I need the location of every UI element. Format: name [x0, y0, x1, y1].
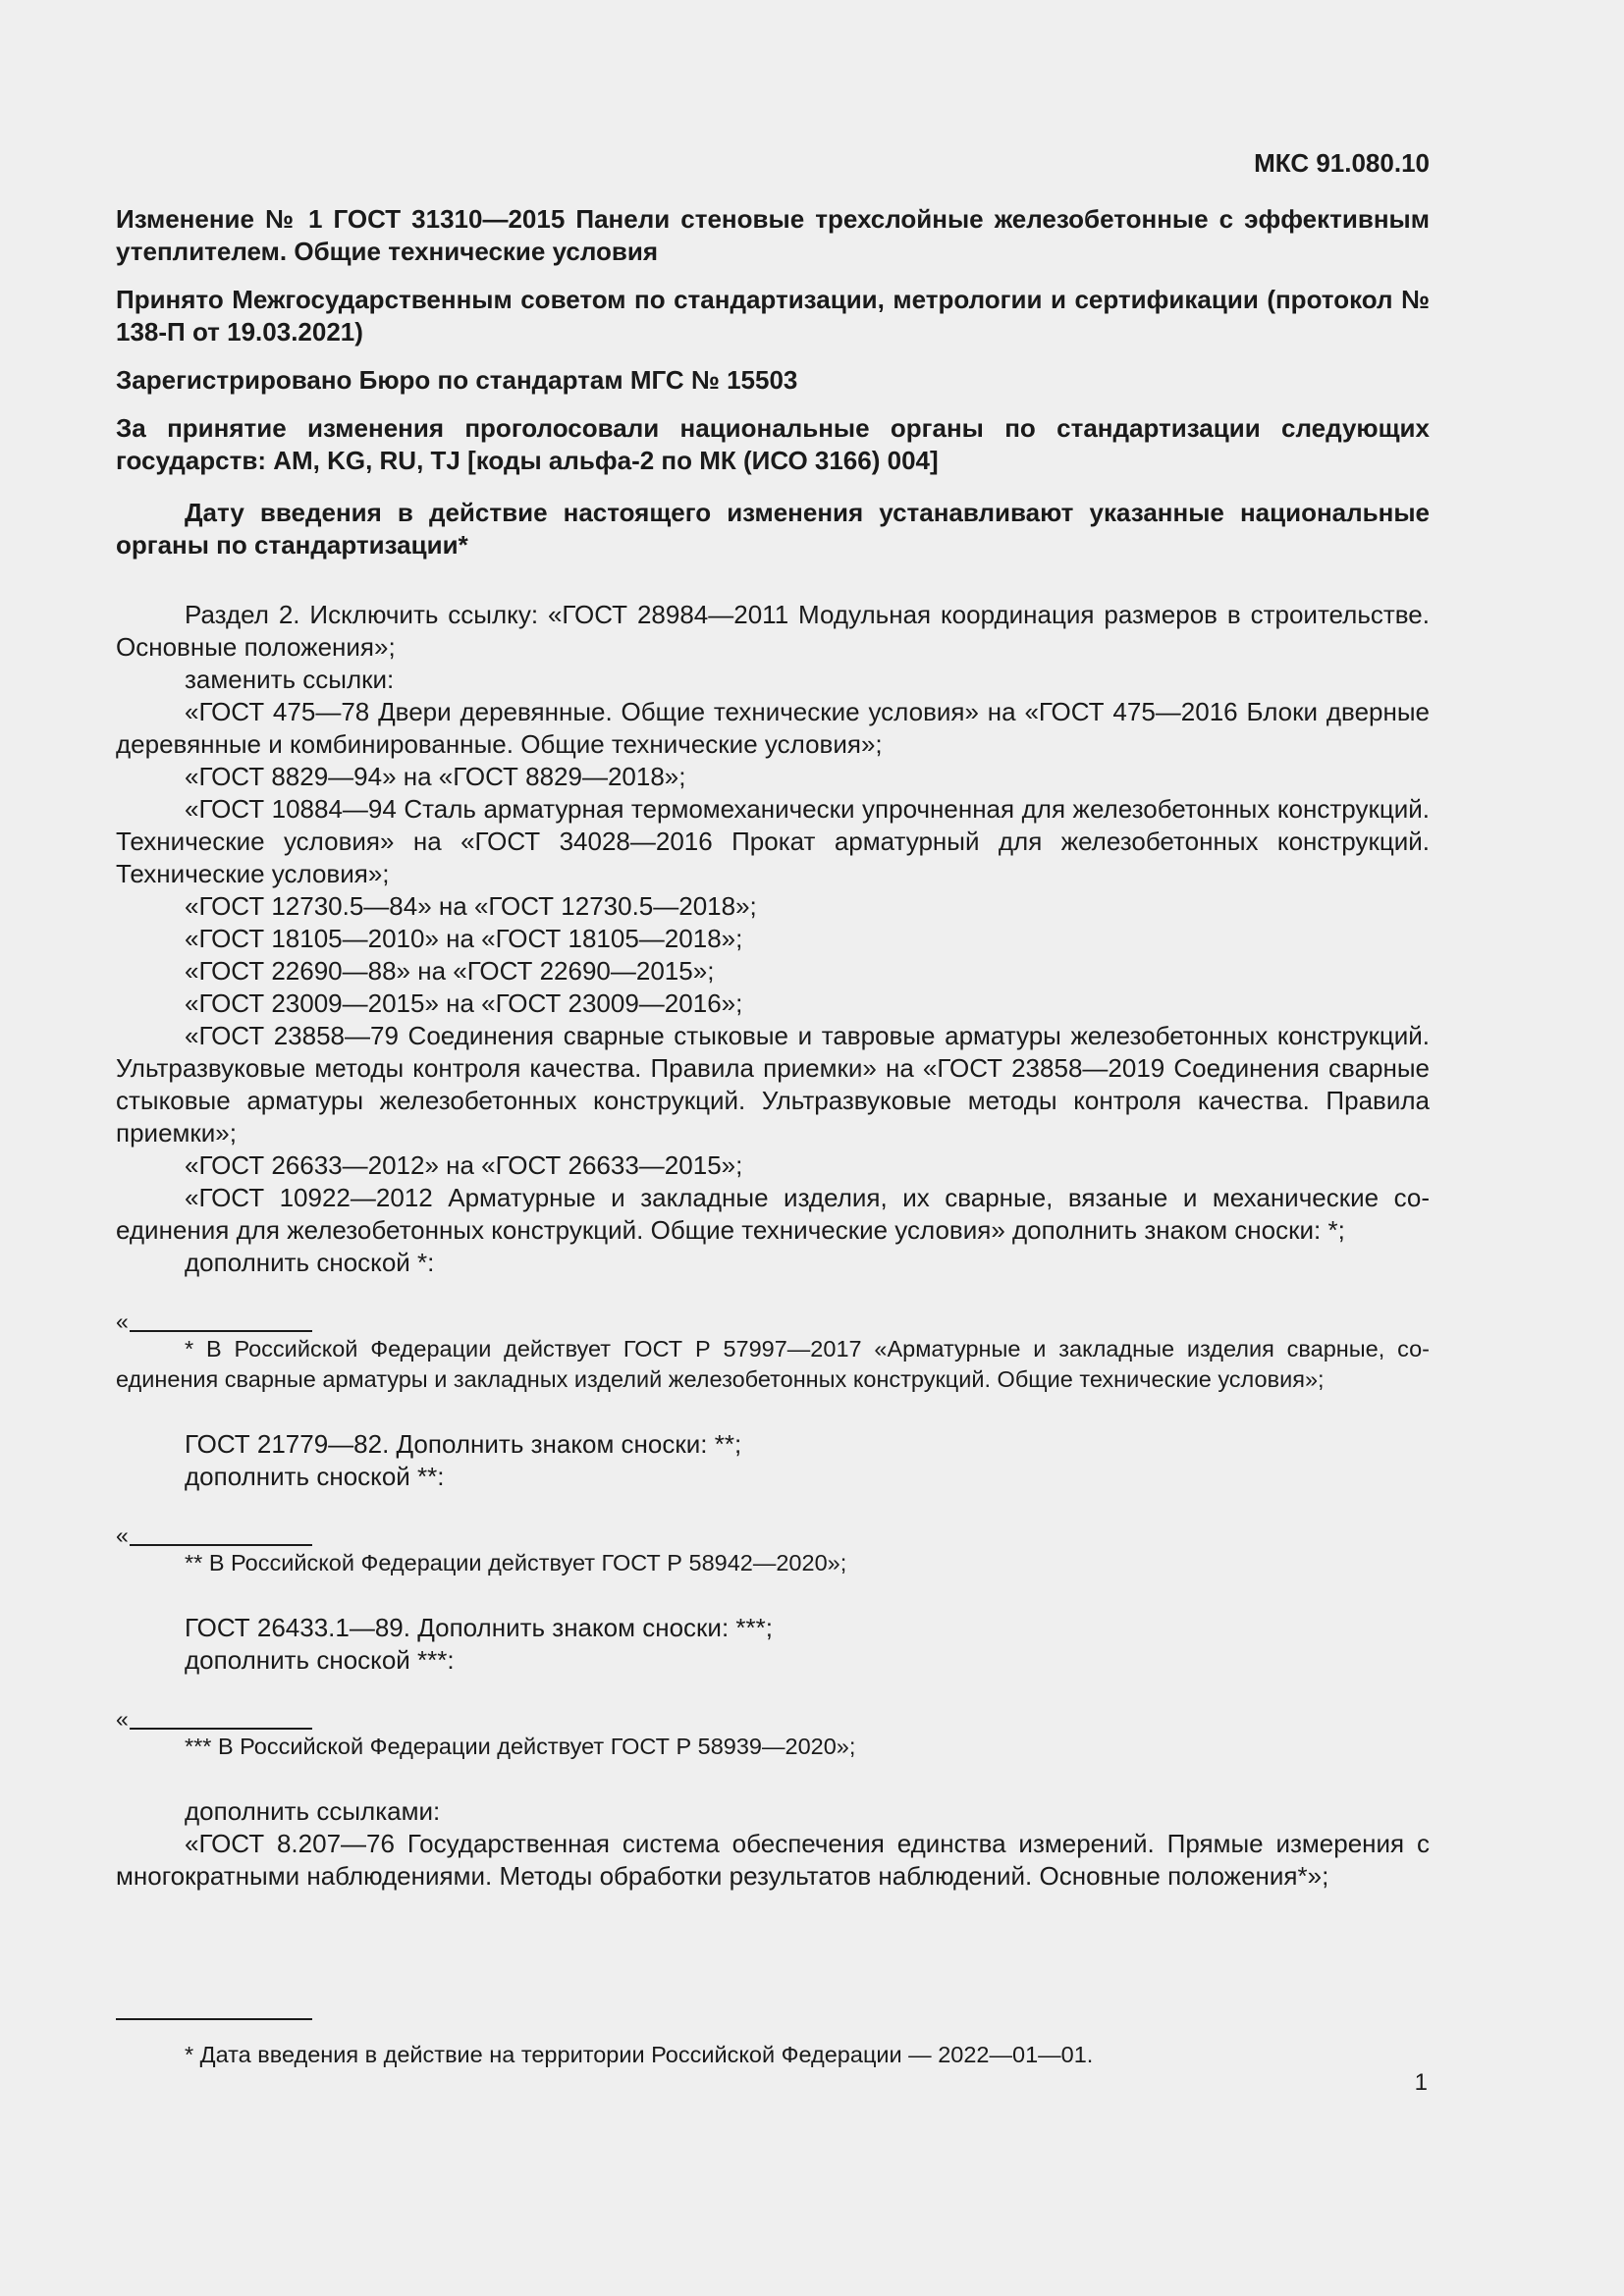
body-paragraph: «ГОСТ 18105—2010» на «ГОСТ 18105—2018»;	[185, 924, 743, 953]
body-paragraph: дополнить сноской **:	[185, 1462, 445, 1491]
voting-statement: За принятие изменения проголосовали национальные органы по стандартизации следующих государств: AM, KG, RU, TJ [коды альфа-2 по МК (ИСО 3166) 004]	[116, 413, 1430, 475]
mks-code: МКС 91.080.10	[1254, 148, 1430, 178]
footnote-separator	[116, 1308, 1430, 1334]
body-paragraph: «ГОСТ 12730.5—84» на «ГОСТ 12730.5—2018»;	[185, 891, 757, 921]
body-paragraph: заменить ссылки:	[185, 665, 395, 694]
amendment-body	[116, 599, 1430, 1279]
amendment-block-2	[116, 1428, 1430, 1493]
footnote-text: *** В Российской Федерации действует ГОСТ Р 58939—2020»;	[185, 1734, 856, 1759]
effective-date-statement: Дату введения в действие настоящего изменения устанавливают указанные национальные органы по стандартизации*	[116, 498, 1430, 560]
body-paragraph: «ГОСТ 23009—2015» на «ГОСТ 23009—2016»;	[185, 988, 743, 1018]
footnote-rule	[130, 1330, 312, 1332]
footnote-separator	[116, 1706, 1430, 1732]
registration-statement: Зарегистрировано Бюро по стандартам МГС № 15503	[116, 365, 798, 395]
footnote-rule	[116, 2018, 312, 2020]
page-content	[116, 147, 1430, 1893]
footnote-rule	[130, 1544, 312, 1546]
adopted-statement: Принято Межгосударственным советом по стандартизации, метрологии и сертификации (протокол № 138-П от 19.03.2021)	[116, 285, 1430, 347]
footnote-text: ** В Российской Федерации действует ГОСТ Р 58942—2020»;	[185, 1550, 847, 1575]
footnote-text: * В Российской Федерации действует ГОСТ Р 57997—2017 «Арматурные и закладные изделия сварные, соединения сварные арматуры и закладных изделий железобетонных конструкций. Общие технические условия»;	[116, 1336, 1430, 1392]
body-paragraph: ГОСТ 26433.1—89. Дополнить знаком сноски: ***;	[185, 1613, 773, 1642]
body-paragraph: «ГОСТ 10922—2012 Арматурные и закладные изделия, их сварные, вязаные и механические соединения для железобетонных конструкций. Общие технические условия» дополнить знаком сноски: *;	[116, 1183, 1430, 1245]
body-paragraph: «ГОСТ 475—78 Двери деревянные. Общие технические условия» на «ГОСТ 475—2016 Блоки дверные деревянные и комбинированные. Общие технические условия»;	[116, 697, 1430, 759]
footnote-rule	[130, 1728, 312, 1730]
body-paragraph: дополнить ссылками:	[185, 1796, 441, 1826]
body-paragraph: «ГОСТ 23858—79 Соединения сварные стыковые и тавровые арматуры железобетонных конструкций. Ультразвуковые методы контроля качества. Правила приемки» на «ГОСТ 23858—2019 Соединения сварные стыковые арматуры железобетонных конструкций. Ультразвуковые методы контроля качества. Правила приемки»;	[116, 1021, 1430, 1148]
amendment-title: Изменение № 1 ГОСТ 31310—2015 Панели стеновые трехслойные железобетонные с эффективным утеплителем. Общие технические условия	[116, 204, 1430, 266]
body-paragraph: дополнить сноской *:	[185, 1248, 435, 1277]
inserted-footnote-1	[116, 1308, 1430, 1395]
body-paragraph: «ГОСТ 10884—94 Сталь арматурная термомеханически упрочненная для железобетонных конструкций. Технические условия» на «ГОСТ 34028—2016 Прокат арматурный для железобетонных конструкций. Технические условия»;	[116, 794, 1430, 888]
open-quote: «	[116, 1308, 129, 1334]
open-quote: «	[116, 1522, 129, 1548]
footnote-text: * Дата введения в действие на территории Российской Федерации — 2022—01—01.	[185, 2042, 1094, 2067]
amendment-block-3	[116, 1612, 1430, 1677]
page-footnote	[116, 2018, 1430, 2070]
footnote-separator	[116, 1522, 1430, 1548]
page-number: 1	[1414, 2069, 1428, 2096]
amendment-block-4	[116, 1795, 1430, 1893]
body-paragraph: «ГОСТ 22690—88» на «ГОСТ 22690—2015»;	[185, 956, 715, 986]
body-paragraph: «ГОСТ 8.207—76 Государственная система обеспечения единства измерений. Прямые измерения с многократными наблюдениями. Методы обработки результатов наблюдений. Основные положения*»;	[116, 1829, 1430, 1891]
open-quote: «	[116, 1706, 129, 1732]
body-paragraph: ГОСТ 21779—82. Дополнить знаком сноски: **;	[185, 1429, 742, 1459]
body-paragraph: «ГОСТ 26633—2012» на «ГОСТ 26633—2015»;	[185, 1150, 743, 1180]
body-paragraph: дополнить сноской ***:	[185, 1645, 455, 1675]
body-paragraph: Раздел 2. Исключить ссылку: «ГОСТ 28984—2011 Модульная координация размеров в строительстве. Основные положения»;	[116, 600, 1430, 662]
body-paragraph: «ГОСТ 8829—94» на «ГОСТ 8829—2018»;	[185, 762, 686, 791]
inserted-footnote-2	[116, 1522, 1430, 1578]
inserted-footnote-3	[116, 1706, 1430, 1762]
